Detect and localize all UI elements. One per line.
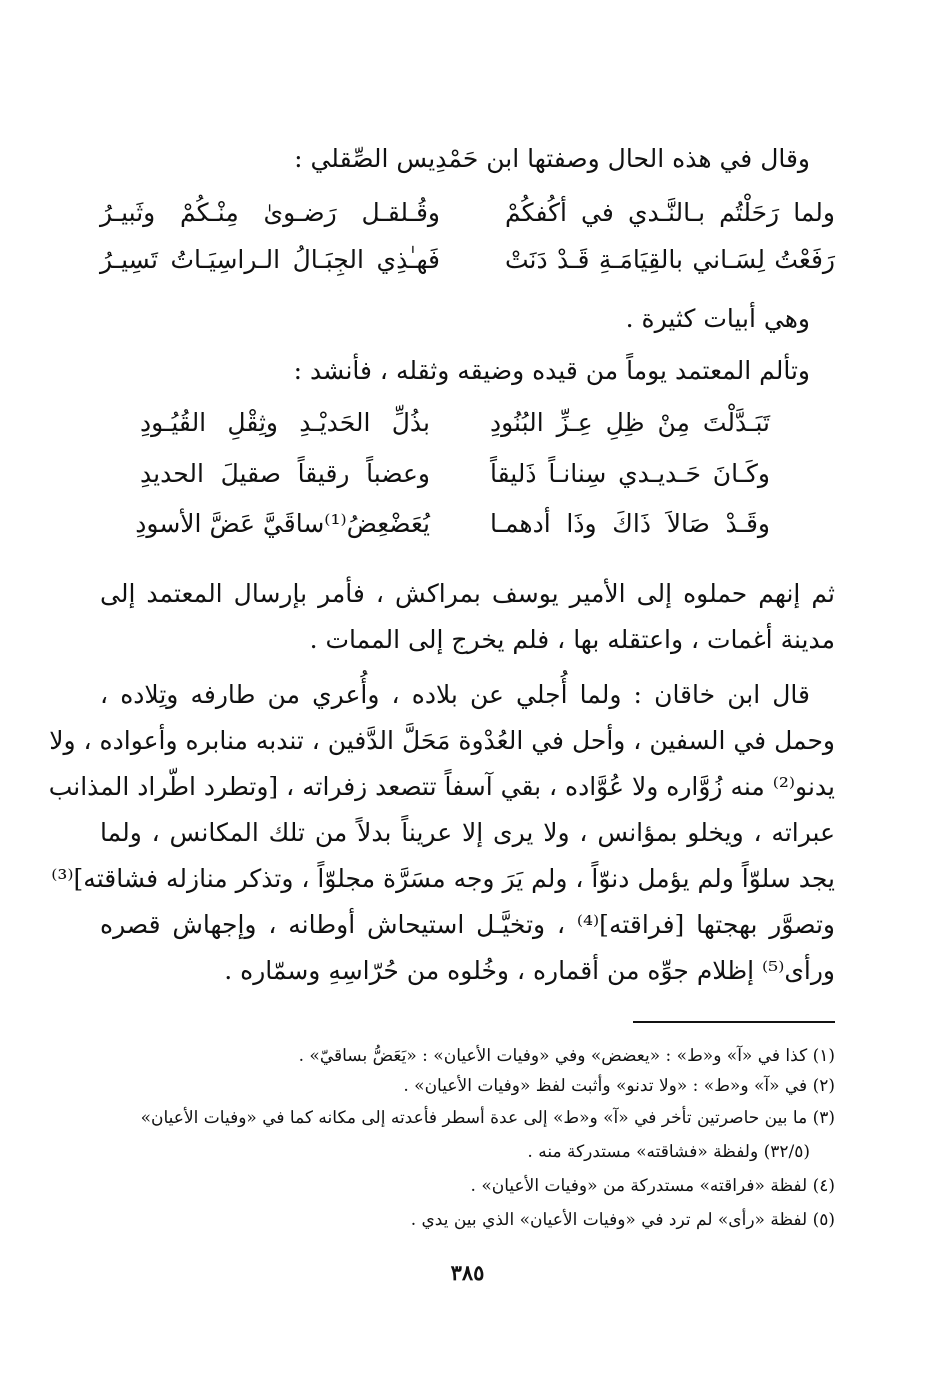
verse-b-row-3 — [100, 504, 835, 544]
verse-a-row-2 — [100, 240, 835, 280]
verse-a-row-1 — [100, 193, 835, 233]
paragraph-2-line-7: ورأى⁽⁵⁾ إظلام جوِّه من أقماره ، وخُلوه من حُرّاسِهِ وسمّاره . — [224, 956, 835, 985]
paragraph-2-line-3: يدنو⁽²⁾ منه زُوَّاره ولا عُوَّاده ، بقي آسفاً تتصعد زفراته ، [وتطرد اطّراد المذانب — [48, 772, 835, 801]
page-number: ٣٨٥ — [450, 1260, 485, 1285]
paragraph-2-line-4: عبراته ، ويخلو بمؤانس ، ولا يرى إلا عريناً بدلاً من تلك المكانس ، ولما — [100, 818, 835, 847]
verse-b-row-1 — [100, 403, 835, 443]
verse-a-2-first-hemistich: رَفَعْتُ لِسَـاني بالقِيَامَـةِ قَـدْ دَنَتْ — [505, 245, 835, 274]
intro-line-1: وقال في هذه الحال وصفتها ابن حَمْدِيس الصِّقلي : — [294, 144, 810, 173]
verse-a-1-second-hemistich: وقُـلقـل رَضـوىٰ مِنْـكُمْ وثَبيـرُ — [100, 198, 440, 227]
paragraph-2-line-5: يجد سلوّاً ولم يؤمل دنوّاً ، ولم يَرَ وجه مسَرَّة مجلوّاً ، وتذكر منازله فشاقته]⁽³⁾ — [51, 864, 835, 893]
paragraph-1-line-2: مدينة أغمات ، واعتقله بها ، فلم يخرج إلى الممات . — [309, 625, 835, 654]
verse-b-3-second-hemistich: يُعَضْعِضُ⁽¹⁾ساقَيَّ عَضَّ الأسودِ — [135, 509, 430, 538]
verse-b-2-first-hemistich: وكَـانَ حَـديـدي سِنانـاً ذَليقاً — [490, 459, 770, 488]
footnote-1: (١) كذا في «آ» و«ط» : «يعضض» وفي «وفيات الأعيان» : «يَعَضُّ بساقيّ» . — [298, 1046, 835, 1066]
verse-b-1-first-hemistich: تَبَـدَّلْتَ مِنْ ظِلِ عِـزِّ البُنُودِ — [490, 408, 770, 437]
footnote-3-continuation: (٣٢/٥) ولفظة «فشاقته» مستدركة منه . — [527, 1142, 810, 1162]
paragraph-1-line-1: ثم إنهم حملوه إلى الأمير يوسف بمراكش ، فأمر بإرسال المعتمد إلى — [100, 579, 835, 608]
verse-b-row-2 — [100, 454, 835, 494]
verse-a-1-first-hemistich: ولما رَحَلْتُم بـالنَّـدي في أكُفكُمْ — [505, 198, 835, 227]
verse-b-3-first-hemistich: وقَـدْ صَالاَ ذَاكَ وذَا أدهمـا — [490, 509, 770, 538]
paragraph-2-line-2: وحمل في السفين ، وأحل في العُدْوة مَحَلَّ الدَّفين ، تندبه منابره وأعواده ، ولا — [49, 726, 835, 755]
verse-b-1-second-hemistich: بذُلِّ الحَديْـدِ وثِقْلِ القُيُـودِ — [140, 408, 430, 437]
footnote-2: (٢) في «آ» و«ط» : «ولا تدنو» وأثبت لفظ «وفيات الأعيان» . — [403, 1076, 835, 1096]
paragraph-2-line-1: قال ابن خاقان : ولما أُجلي عن بلاده ، وأُعري من طارفه وتِلاده ، — [100, 680, 810, 709]
intro-line-3: وتألم المعتمد يوماً من قيده وضيقه وثقله ، فأنشد : — [293, 356, 810, 385]
footnote-separator — [633, 1021, 835, 1023]
intro-line-2: وهي أبيات كثيرة . — [625, 304, 810, 333]
footnote-4: (٤) لفظة «فراقته» مستدركة من «وفيات الأعيان» . — [470, 1176, 835, 1196]
verse-a-2-second-hemistich: فَهـٰذِي الجِبَـالُ الـراسِيَـاتُ تَسِيـرُ — [100, 245, 440, 274]
paragraph-2-line-6: وتصوَّر بهجتها [فراقته]⁽⁴⁾ ، وتخيَّـل استيحاش أوطانه ، وإجهاش قصره — [100, 910, 835, 939]
verse-b-2-second-hemistich: وعضباً رقيقاً صقيلَ الحديدِ — [140, 459, 430, 488]
footnote-5: (٥) لفظة «رأى» لم ترد في «وفيات الأعيان» الذي بين يدي . — [410, 1210, 835, 1230]
footnote-3: (٣) ما بين حاصرتين تأخر في «آ» و«ط» إلى عدة أسطر فأعدته إلى مكانه كما في «وفيات الأعيان» — [140, 1108, 835, 1128]
